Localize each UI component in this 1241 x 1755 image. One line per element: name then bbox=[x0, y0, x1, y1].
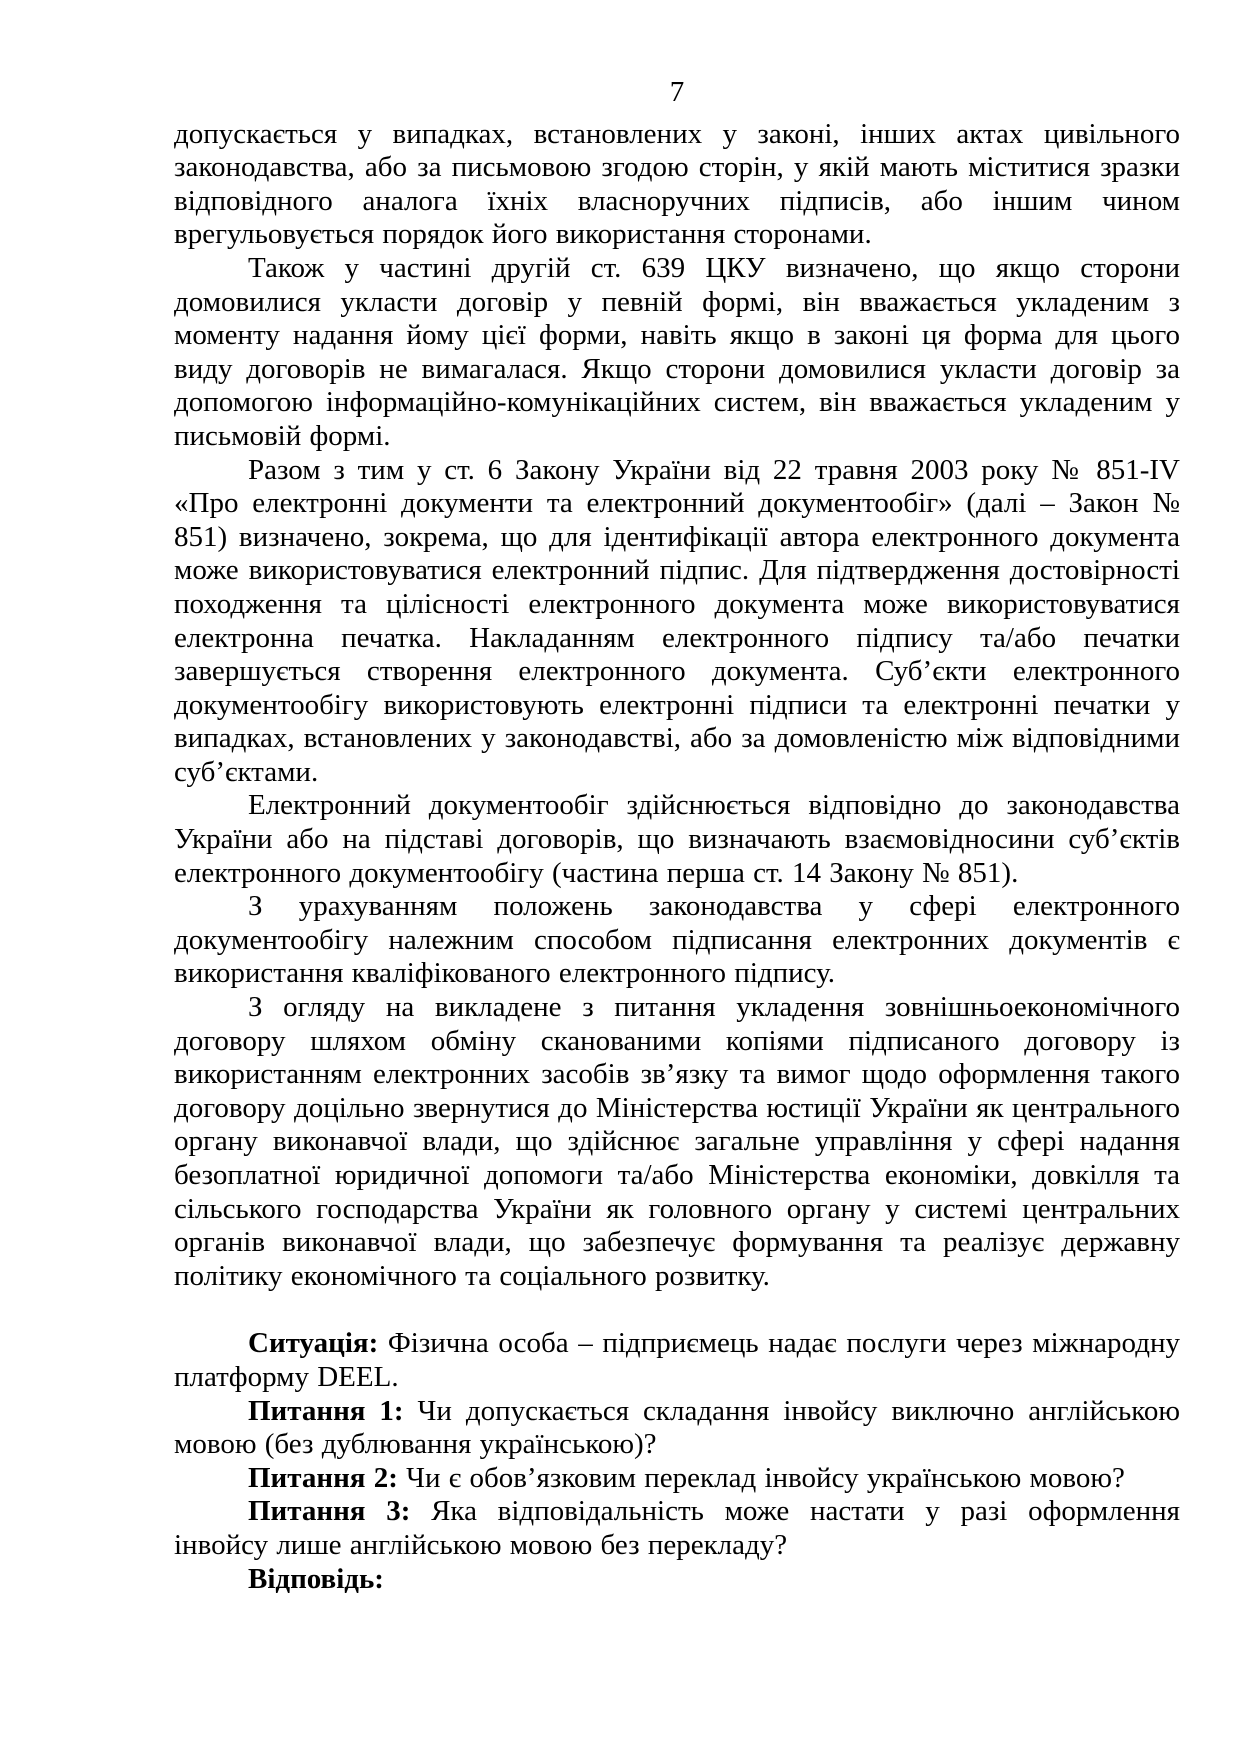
question-3-label: Питання 3: bbox=[248, 1495, 411, 1528]
answer-paragraph bbox=[174, 1563, 1180, 1597]
paragraph-law-851: Разом з тим у ст. 6 Закону України від 22 травня 2003 року № 851-IV «Про електронні документи та електронний документообіг» (далі – Закон № 851) визначено, зокрема, що для ідентифікації автора електронного документа може використовуватися електронний підпис. Для підтвердження достовірності походження та цілісності електронного документа може використовуватися електронна печатка. Накладанням електронного підпису та/або печатки завершується створення електронного документа. Суб’єкти електронного документообігу використовують електронні підписи та електронні печатки у випадках, встановлених у законодавстві, або за домовленістю між відповідними суб’єктами. bbox=[174, 453, 1180, 788]
paragraph-cku-639: Також у частині другій ст. 639 ЦКУ визначено, що якщо сторони домовилися укласти договір у певній формі, він вважається укладеним з моменту надання йому цієї форми, навіть якщо в законі ця форма для цього виду договорів не вимагалася. Якщо сторони домовилися укласти договір за допомогою інформаційно-комунікаційних систем, він вважається укладеним у письмовій формі. bbox=[174, 251, 1180, 452]
situation-text: Фізична особа – підприємець надає послуги через міжнародну платформу DEEL. bbox=[174, 1327, 1180, 1393]
question-2-label: Питання 2: bbox=[248, 1461, 398, 1494]
question-3-text: Яка відповідальність може настати у разі оформлення інвойсу лише англійською мовою без перекладу? bbox=[174, 1495, 1180, 1561]
question-1-label: Питання 1: bbox=[248, 1394, 404, 1427]
question-1-paragraph bbox=[174, 1395, 1180, 1462]
paragraph-edocflow: Електронний документообіг здійснюється відповідно до законодавства України або на підставі договорів, що визначають взаємовідносини суб’єктів електронного документообігу (частина перша ст. 14 Закону № 851). bbox=[174, 789, 1180, 889]
paragraph-qualified-signature: З урахуванням положень законодавства у сфері електронного документообігу належним способом підписання електронних документів є використання кваліфікованого електронного підпису. bbox=[174, 890, 1180, 990]
question-2-paragraph bbox=[174, 1462, 1180, 1496]
page-number: 7 bbox=[669, 76, 685, 108]
question-3-paragraph bbox=[174, 1495, 1180, 1562]
question-2-text: Чи є обов’язковим переклад інвойсу українською мовою? bbox=[397, 1461, 1125, 1494]
paragraph-continued: допускається у випадках, встановлених у законі, інших актах цивільного законодавства, або за письмовою згодою сторін, у якій мають міститися зразки відповідного аналога їхніх власноручних підписів, або іншим чином врегульовується порядок його використання сторонами. bbox=[174, 117, 1180, 251]
paragraph-ministries: З огляду на викладене з питання укладення зовнішньоекономічного договору шляхом обміну сканованими копіями підписаного договору із використанням електронних засобів зв’язку та вимог щодо оформлення такого договору доцільно звернутися до Міністерства юстиції України як центрального органу виконавчої влади, що здійснює загальне управління у сфері надання безоплатної юридичної допомоги та/або Міністерства економіки, довкілля та сільського господарства України як головного органу у системі центральних органів виконавчої влади, що забезпечує формування та реалізує державну політику економічного та соціального розвитку. bbox=[174, 991, 1180, 1292]
question-1-text: Чи допускається складання інвойсу виключно англійською мовою (без дублювання українською)? bbox=[174, 1394, 1180, 1461]
situation-label: Ситуація: bbox=[248, 1327, 379, 1360]
answer-label: Відповідь: bbox=[248, 1562, 384, 1595]
situation-paragraph bbox=[174, 1327, 1180, 1394]
